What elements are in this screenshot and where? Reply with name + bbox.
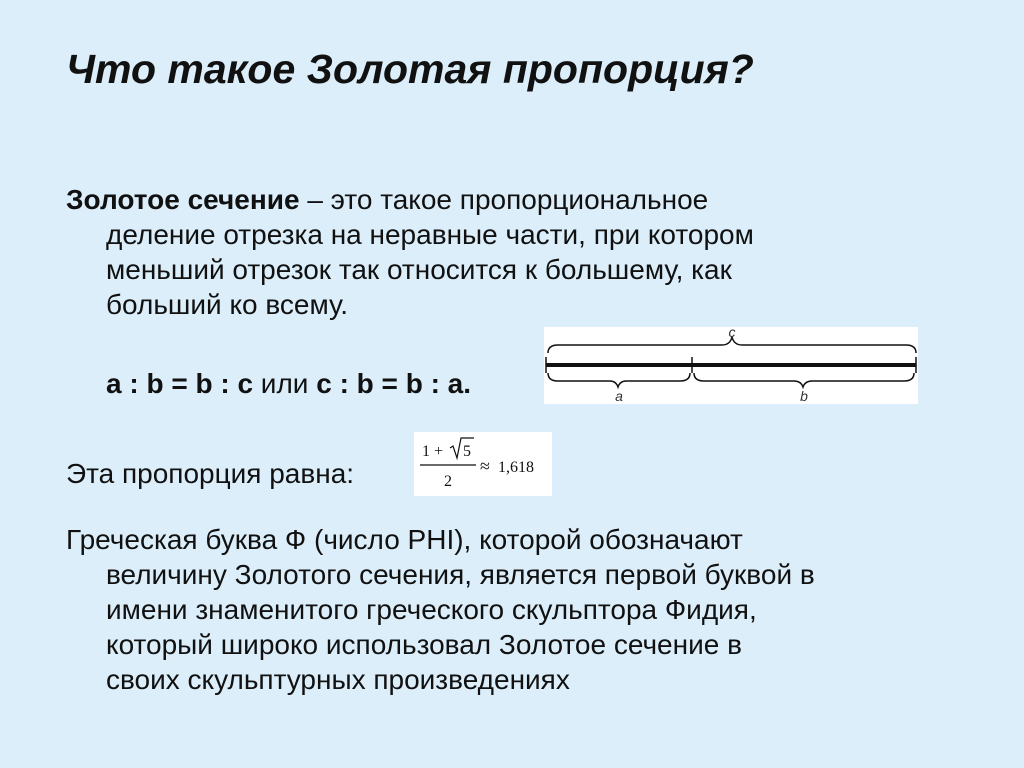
greek-line-2: величину Золотого сечения, является первой буквой в bbox=[106, 559, 815, 590]
formula-part-1: a : b = b : c bbox=[106, 368, 254, 399]
definition-line-3: меньший отрезок так относится к большему, как bbox=[106, 254, 732, 285]
approx-sign: ≈ bbox=[480, 456, 490, 476]
slide-title: Что такое Золотая пропорция? bbox=[66, 46, 754, 92]
definition-line-1-rest: – это такое пропорциональное bbox=[299, 184, 709, 215]
ratio-label: Эта пропорция равна: bbox=[66, 458, 355, 489]
definition-term: Золотое сечение bbox=[66, 184, 300, 215]
numerator-one: 1 + bbox=[422, 443, 444, 460]
proportion-formula bbox=[106, 368, 471, 400]
formula-middle: или bbox=[253, 368, 317, 399]
denominator: 2 bbox=[444, 473, 452, 490]
golden-ratio-svg bbox=[414, 432, 552, 496]
brace-b bbox=[694, 373, 914, 387]
brace-a bbox=[548, 373, 690, 387]
segment-diagram-svg bbox=[544, 327, 918, 404]
label-a: a bbox=[615, 388, 623, 404]
formula-part-2: c : b = b : a. bbox=[316, 368, 472, 399]
greek-line-1: Греческая буква Ф (число PHI), которой обозначают bbox=[66, 524, 743, 555]
golden-ratio-formula bbox=[414, 432, 552, 496]
definition-line-2: деление отрезка на неравные части, при котором bbox=[106, 219, 754, 250]
definition-paragraph bbox=[66, 182, 966, 322]
greek-line-5: своих скульптурных произведениях bbox=[106, 664, 570, 695]
sqrt-argument: 5 bbox=[463, 443, 471, 460]
greek-line-3: имени знаменитого греческого скульптора Фидия, bbox=[106, 594, 757, 625]
greek-paragraph bbox=[66, 522, 966, 697]
segment-diagram bbox=[544, 327, 918, 404]
definition-line-4: больший ко всему. bbox=[106, 289, 349, 320]
greek-line-4: который широко использовал Золотое сечение в bbox=[106, 629, 742, 660]
ratio-value: 1,618 bbox=[498, 459, 534, 476]
definition-line-1 bbox=[66, 182, 966, 217]
label-c: c bbox=[728, 327, 736, 340]
label-b: b bbox=[800, 388, 808, 404]
